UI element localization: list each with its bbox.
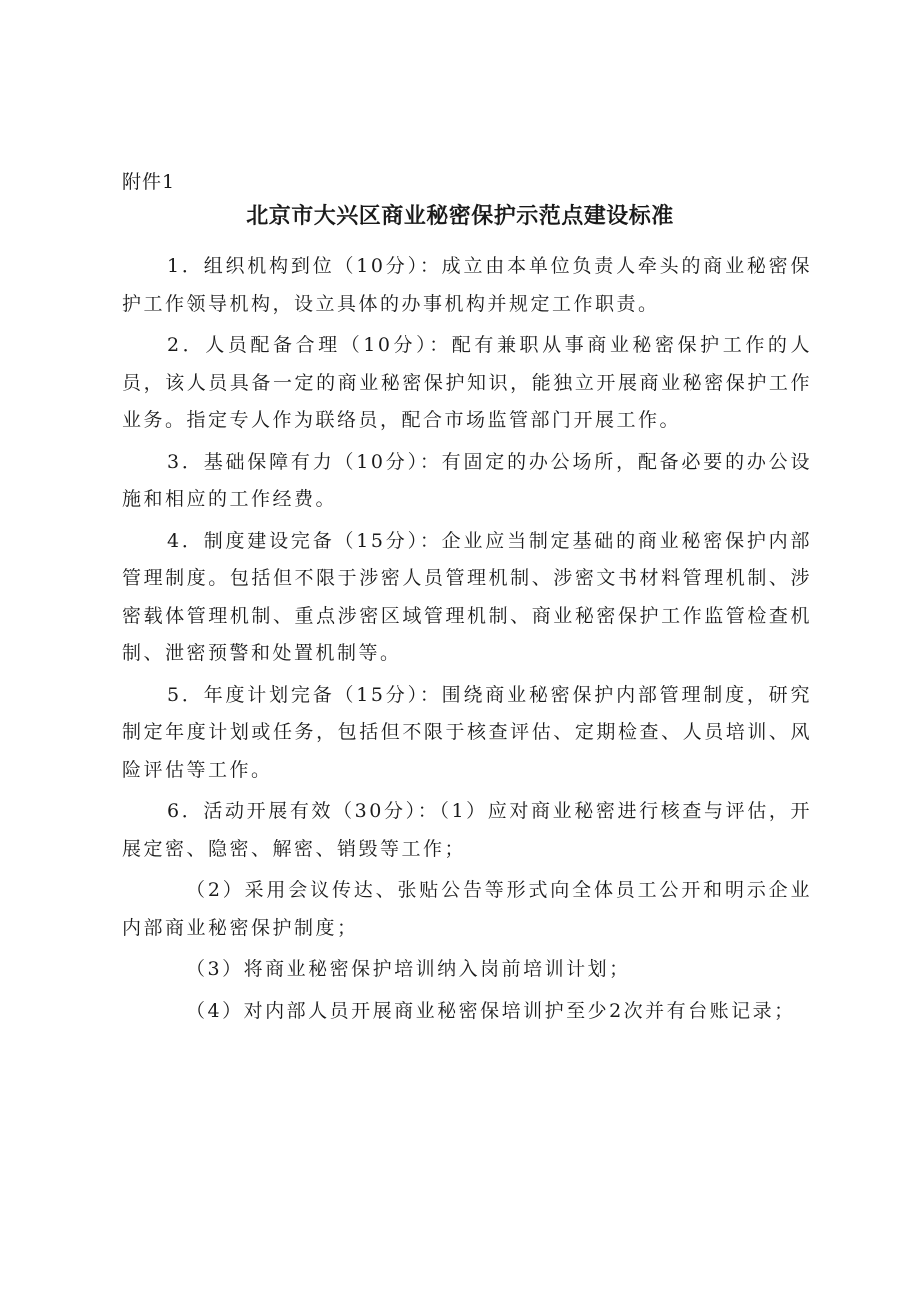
activity-sub-item-4: （4）对内部人员开展商业秘密保培训护至少2次并有台账记录； <box>186 999 796 1022</box>
activity-sub-item-3: （3）将商业秘密保护培训纳入岗前培训计划； <box>186 958 631 980</box>
standard-item-3: 3．基础保障有力（10分）：有固定的办公场所，配备必要的办公设施和相应的工作经费。 <box>122 450 812 510</box>
standard-item-2: 2．人员配备合理（10分）：配有兼职从事商业秘密保护工作的人员，该人员具备一定的商业秘密保护知识，能独立开展商业秘密保护工作业务。指定专人作为联络员，配合市场监管部门开展工作。 <box>122 334 812 431</box>
attachment-label: 附件1 <box>122 171 176 193</box>
document-title: 北京市大兴区商业秘密保护示范点建设标准 <box>246 204 674 229</box>
standard-item-1: 1．组织机构到位（10分）：成立由本单位负责人牵头的商业秘密保护工作领导机构，设立具体的办事机构并规定工作职责。 <box>122 255 812 315</box>
standard-item-6: 6．活动开展有效（30分）：（1）应对商业秘密进行核查与评估，开展定密、隐密、解密、销毁等工作； <box>122 800 812 860</box>
standard-item-5: 5．年度计划完备（15分）：围绕商业秘密保护内部管理制度，研究制定年度计划或任务，包括但不限于核查评估、定期检查、人员培训、风险评估等工作。 <box>122 683 812 781</box>
document-body <box>122 248 812 1030</box>
standard-item-4: 4．制度建设完备（15分）：企业应当制定基础的商业秘密保护内部管理制度。包括但不限于涉密人员管理机制、涉密文书材料管理机制、涉密载体管理机制、重点涉密区域管理机制、商业秘密保护工作监管检查机制、泄密预警和处置机制等。 <box>122 529 812 664</box>
activity-sub-item-2: （2）采用会议传达、张贴公告等形式向全体员工公开和明示企业内部商业秘密保护制度； <box>122 879 812 939</box>
